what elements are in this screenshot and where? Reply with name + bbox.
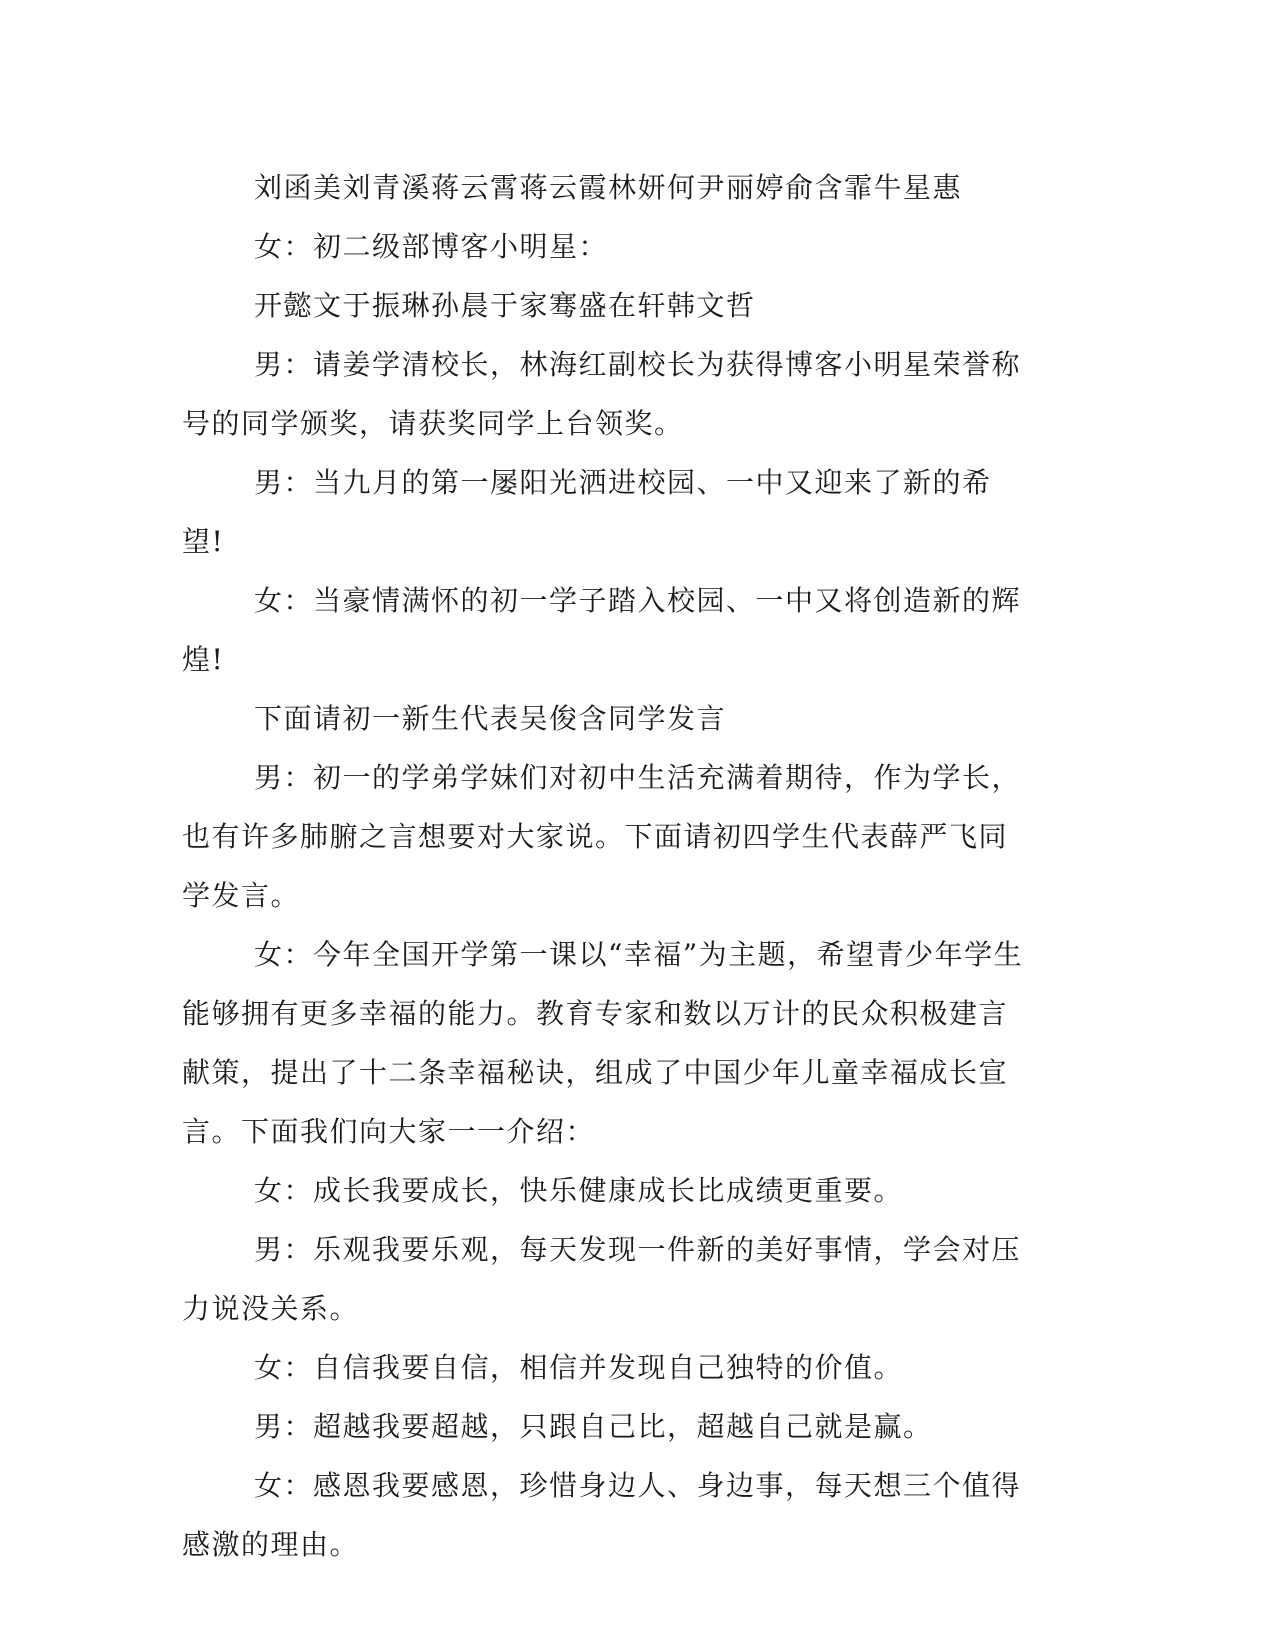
paragraph: 男：当九月的第一屡阳光洒进校园、一中又迎来了新的希望!	[182, 466, 992, 558]
paragraph: 男：超越我要超越，只跟自己比，超越自己就是赢。	[254, 1410, 933, 1443]
paragraph: 男：请姜学清校长，林海红副校长为获得博客小明星荣誉称号的同学颁奖，请获奖同学上台领奖。	[182, 348, 1022, 440]
paragraph: 女：今年全国开学第一课以“幸福”为主题，希望青少年学生能够拥有更多幸福的能力。教育专家和数以万计的民众积极建言献策，提出了十二条幸福秘诀，组成了中国少年儿童幸福成长宣言。下面我们向大家一一介绍：	[182, 938, 1024, 1148]
paragraph: 开懿文于振琳孙晨于家骞盛在轩韩文哲	[254, 289, 756, 322]
paragraph: 男：乐观我要乐观，每天发现一件新的美好事情，学会对压力说没关系。	[182, 1233, 1022, 1325]
paragraph: 女：当豪情满怀的初一学子踏入校园、一中又将创造新的辉煌!	[182, 584, 1022, 676]
paragraph: 下面请初一新生代表吴俊含同学发言	[254, 702, 727, 735]
paragraph: 刘函美刘青溪蒋云霄蒋云霞林妍何尹丽婷俞含霏牛星惠	[254, 171, 963, 204]
paragraph: 女：初二级部博客小明星：	[254, 230, 609, 263]
paragraph: 女：感恩我要感恩，珍惜身边人、身边事，每天想三个值得感激的理由。	[182, 1469, 1022, 1561]
paragraph: 女：自信我要自信，相信并发现自己独特的价值。	[254, 1351, 904, 1384]
paragraph: 男：初一的学弟学妹们对初中生活充满着期待，作为学长，也有许多肺腑之言想要对大家说。下面请初四学生代表薛严飞同学发言。	[182, 761, 1022, 912]
paragraph: 女：成长我要成长，快乐健康成长比成绩更重要。	[254, 1174, 904, 1207]
body-text	[182, 158, 1027, 1574]
